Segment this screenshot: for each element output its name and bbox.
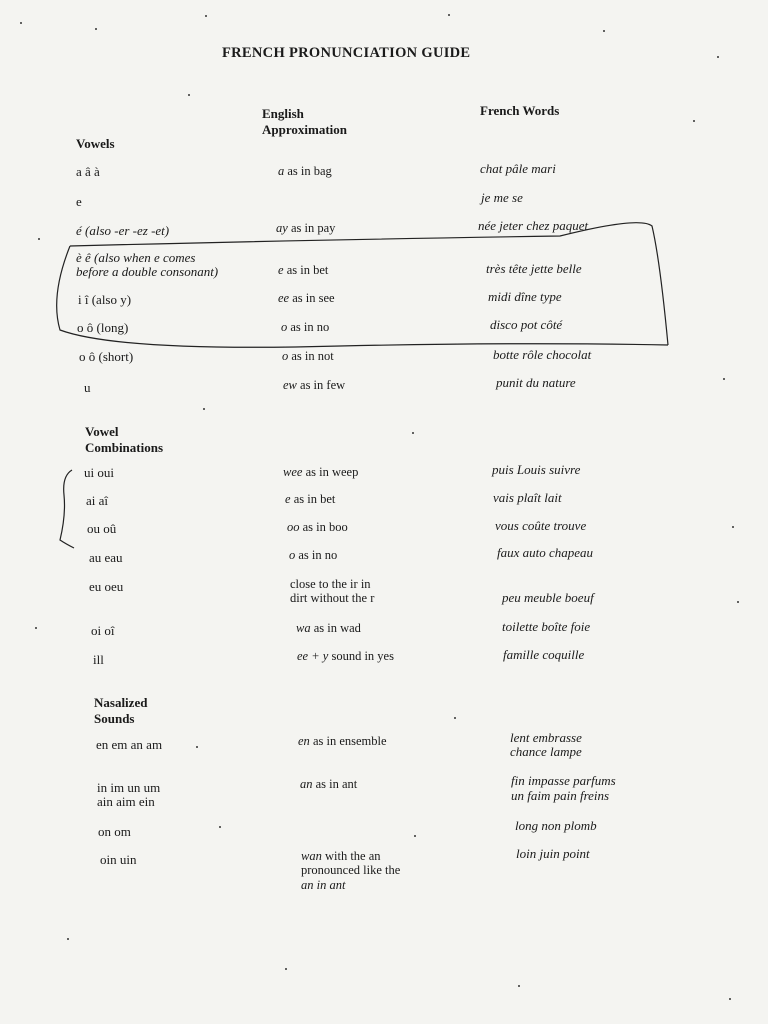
row-letters: ai aî xyxy=(86,493,109,508)
french-header: French Words xyxy=(480,103,560,118)
row-english-key: o xyxy=(289,548,296,562)
speck xyxy=(454,717,456,719)
section-vowel-combinations-line1: Vowel xyxy=(85,424,119,439)
row-french: disco pot côté xyxy=(490,317,563,332)
row-english-key: ee + y xyxy=(297,649,329,663)
row-french: famille coquille xyxy=(503,647,585,662)
row-english-key: wan xyxy=(301,849,322,863)
row-english xyxy=(301,849,400,892)
row-english-rest: as in wad xyxy=(310,621,361,635)
row-french-line2: chance lampe xyxy=(510,744,582,760)
row-english xyxy=(282,350,334,364)
english-header-line2: Approximation xyxy=(262,121,347,137)
row-english-rest: as in weep xyxy=(302,465,359,479)
row-english-rest: sound in yes xyxy=(328,649,394,663)
row-letters-line1: in im un um xyxy=(97,780,161,795)
row-french-line1: lent embrasse xyxy=(510,730,582,745)
speck xyxy=(219,826,221,828)
row-english-rest: as in ensemble xyxy=(309,734,387,748)
row-english xyxy=(290,577,374,606)
row-letters: en em an am xyxy=(96,737,163,752)
row-letters: o ô (short) xyxy=(79,349,134,364)
row-english xyxy=(276,222,335,236)
speck xyxy=(412,432,414,434)
row-english-rest: with the an xyxy=(321,849,381,863)
row-english-rest: as in bag xyxy=(284,164,332,178)
row-letters: au eau xyxy=(89,550,123,565)
row-english-line2: dirt without the r xyxy=(290,591,375,606)
row-french: vous coûte trouve xyxy=(495,518,587,533)
row-french: toilette boîte foie xyxy=(502,619,591,634)
row-letters: oin uin xyxy=(100,852,137,867)
row-english xyxy=(297,650,394,664)
row-french: faux auto chapeau xyxy=(497,545,594,560)
speck xyxy=(737,601,739,603)
row-french: midi dîne type xyxy=(488,289,562,304)
row-english-line3: an in ant xyxy=(301,877,346,892)
row-english xyxy=(287,521,348,535)
row-letters-line1: è ê (also when e comes xyxy=(76,250,196,265)
row-letters: ui oui xyxy=(84,465,114,480)
section-vowels: Vowels xyxy=(76,136,115,151)
row-english-key: a xyxy=(278,164,285,178)
row-english xyxy=(289,549,337,563)
row-english-key: wa xyxy=(296,621,311,635)
row-english-rest: as in bet xyxy=(290,492,336,506)
row-english-rest: as in ant xyxy=(312,777,358,791)
speck xyxy=(693,120,695,122)
row-english-key: ay xyxy=(276,221,288,235)
row-letters: a â à xyxy=(76,164,100,179)
speck xyxy=(188,94,190,96)
row-french: long non plomb xyxy=(515,818,597,833)
row-english-line2: pronounced like the xyxy=(301,863,401,878)
section-nasalized-sounds-line1: Nasalized xyxy=(94,695,148,710)
row-letters: é (also -er -ez -et) xyxy=(76,223,170,238)
row-english-rest: as in bet xyxy=(283,263,329,277)
row-letters: e xyxy=(76,194,82,209)
row-french-line1: fin impasse parfums xyxy=(511,773,616,788)
row-letters: o ô (long) xyxy=(77,320,129,335)
row-letters-line2: ain aim ein xyxy=(97,794,155,810)
row-english xyxy=(285,493,335,507)
section-nasalized-sounds xyxy=(94,695,147,728)
row-english-rest: as in few xyxy=(296,378,346,392)
speck xyxy=(196,746,198,748)
row-english-rest: as in boo xyxy=(299,520,348,534)
row-french: loin juin point xyxy=(516,846,590,861)
row-french: punit du nature xyxy=(496,375,576,390)
row-english xyxy=(296,622,361,636)
row-english xyxy=(281,321,329,335)
row-letters: u xyxy=(84,380,91,395)
section-vowel-combinations-line2: Combinations xyxy=(85,440,164,456)
speck xyxy=(717,56,719,58)
row-letters: ill xyxy=(93,652,104,667)
row-english xyxy=(283,466,358,480)
row-english-line1: close to the ir in xyxy=(290,577,371,591)
speck xyxy=(67,938,69,940)
row-english xyxy=(298,735,387,749)
row-french: peu meuble boeuf xyxy=(502,590,594,605)
page-title: FRENCH PRONUNCIATION GUIDE xyxy=(222,45,471,61)
row-french: chat pâle mari xyxy=(480,161,556,176)
row-french-line2: un faim pain freins xyxy=(511,787,610,803)
english-header xyxy=(262,106,347,137)
english-header-line1: English xyxy=(262,106,304,121)
row-english-rest: as in no xyxy=(295,548,338,562)
row-english-rest: as in see xyxy=(289,291,335,305)
speck xyxy=(448,14,450,16)
row-letters xyxy=(97,781,160,810)
row-letters: ou oû xyxy=(87,521,117,536)
row-english xyxy=(278,165,332,179)
row-letters: on om xyxy=(98,824,131,839)
row-english-rest: as in no xyxy=(287,320,330,334)
row-english-key: ee xyxy=(278,291,290,305)
speck xyxy=(38,238,40,240)
row-english-key: e xyxy=(278,263,284,277)
row-english-rest: as in pay xyxy=(287,221,336,235)
row-french: vais plaît lait xyxy=(493,490,562,505)
speck xyxy=(95,28,97,30)
row-english xyxy=(278,292,335,306)
section-vowel-combinations xyxy=(85,424,163,457)
row-english-key: en xyxy=(298,734,310,748)
speck xyxy=(729,998,731,1000)
row-letters: oi oî xyxy=(91,623,115,638)
row-english-rest: as in not xyxy=(288,349,334,363)
speck xyxy=(723,378,725,380)
row-english xyxy=(278,264,328,278)
row-english-key: an xyxy=(300,777,313,791)
row-english-key: ew xyxy=(283,378,297,392)
row-french: très tête jette belle xyxy=(486,261,582,276)
row-letters: eu oeu xyxy=(89,579,124,594)
speck xyxy=(603,30,605,32)
row-letters: i î (also y) xyxy=(78,292,132,307)
speck xyxy=(203,408,205,410)
row-french xyxy=(510,731,582,760)
row-english xyxy=(300,778,357,792)
row-english-key: o xyxy=(282,349,289,363)
section-nasalized-sounds-line2: Sounds xyxy=(94,711,135,727)
row-english-key: e xyxy=(285,492,291,506)
row-english-key: oo xyxy=(287,520,300,534)
row-letters xyxy=(76,251,218,280)
speck xyxy=(20,22,22,24)
speck xyxy=(518,985,520,987)
speck xyxy=(285,968,287,970)
row-french: puis Louis suivre xyxy=(492,462,581,477)
speck xyxy=(35,627,37,629)
row-french: née jeter chez paquet xyxy=(478,218,589,233)
row-english-key: wee xyxy=(283,465,303,479)
row-french: botte rôle chocolat xyxy=(493,347,592,362)
speck xyxy=(732,526,734,528)
speck xyxy=(414,835,416,837)
row-english xyxy=(283,379,345,393)
row-french: je me se xyxy=(481,190,523,205)
row-english-key: o xyxy=(281,320,288,334)
speck xyxy=(205,15,207,17)
row-french xyxy=(511,774,616,804)
row-letters-line2: before a double consonant) xyxy=(76,264,219,280)
